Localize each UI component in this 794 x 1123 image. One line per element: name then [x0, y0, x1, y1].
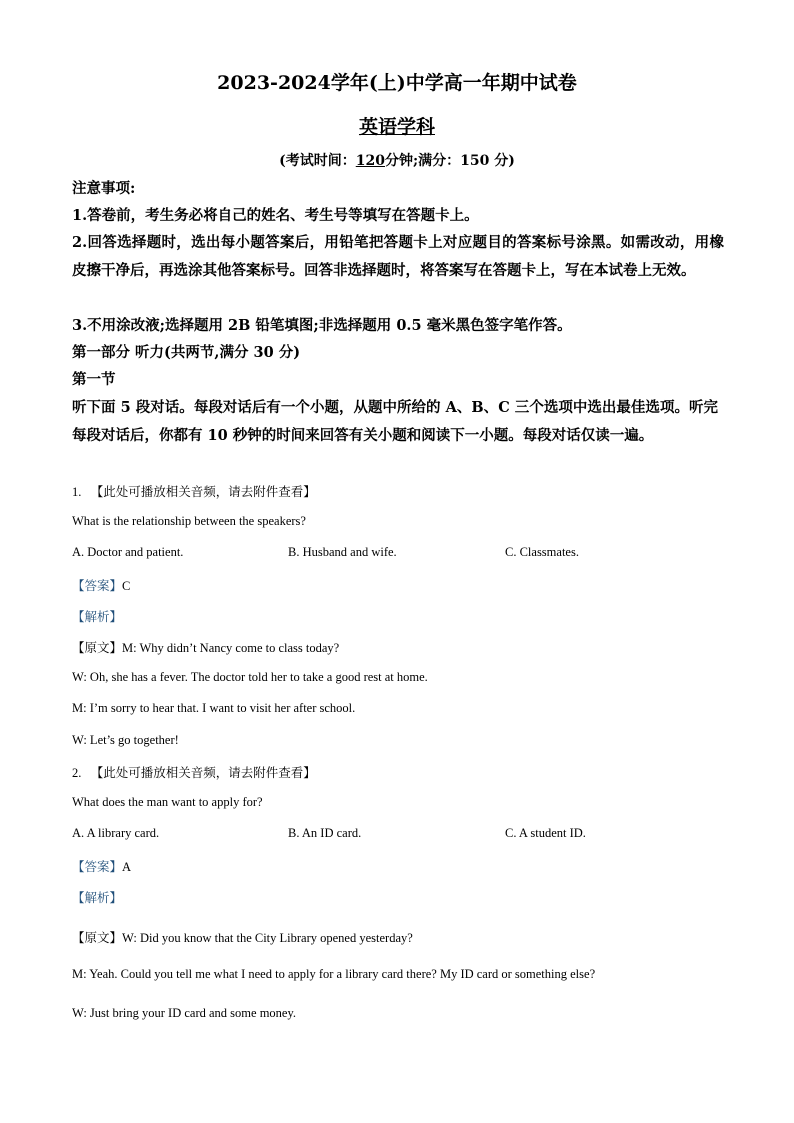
analysis-label: 【解析】	[72, 890, 123, 905]
q1-transcript-line-4: W: Let’s go together!	[72, 733, 179, 747]
q1-audio-line: 1. 【此处可播放相关音频，请去附件查看】	[72, 484, 316, 499]
q1-transcript-line-2: W: Oh, she has a fever. The doctor told her to take a good rest at home.	[72, 670, 428, 684]
q2-option-a: A. A library card.	[72, 826, 160, 840]
q1-transcript-line-1: 【原文】M: Why didn’t Nancy come to class today?	[72, 640, 340, 655]
q2-option-b: B. An ID card.	[288, 826, 362, 840]
notes-heading: 注意事项:	[72, 180, 136, 197]
part1-heading: 第一部分 听力(共两节,满分 30 分)	[72, 344, 301, 361]
q2-audio-line: 2. 【此处可播放相关音频，请去附件查看】	[72, 765, 316, 780]
q1-option-c: C. Classmates.	[505, 545, 579, 559]
exam-title: 2023-2024学年(上)中学高一年期中试卷	[217, 72, 577, 94]
q2-answer-value: A	[122, 860, 132, 874]
q1-question: What is the relationship between the speakers?	[72, 514, 306, 528]
answer-label: 【答案】	[72, 578, 123, 593]
section1-heading: 第一节	[72, 371, 116, 388]
answer-label: 【答案】	[72, 859, 123, 874]
q2-answer-line	[72, 857, 732, 875]
subject-title: 英语学科	[358, 116, 435, 138]
q1-option-b: B. Husband and wife.	[288, 545, 397, 559]
note-item-2: 2.回答选择题时，选出每小题答案后，用铅笔把答题卡上对应题目的答案标号涂黑。如需改动，用橡皮擦干净后，再选涂其他答案标号。回答非选择题时，将答案写在答题卡上，写在本试卷上无效。	[72, 234, 724, 279]
q1-analysis-line	[72, 607, 732, 625]
q1-answer-value: C	[122, 579, 131, 593]
q2-transcript-line-2: M: Yeah. Could you tell me what I need to apply for a library card there? My ID card or something else?	[72, 967, 596, 981]
original-label: 【原文】	[72, 930, 123, 945]
q2-audio-placeholder: 【此处可播放相关音频，请去附件查看】	[90, 765, 316, 780]
q2-transcript-line-1: 【原文】W: Did you know that the City Library opened yesterday?	[72, 930, 413, 945]
note-item-1: 1.答卷前，考生务必将自己的姓名、考生号等填写在答题卡上。	[72, 207, 479, 224]
q1-answer-line	[72, 576, 732, 594]
q1-transcript-line-3: M: I’m sorry to hear that. I want to visit her after school.	[72, 701, 356, 715]
q2-option-c: C. A student ID.	[505, 826, 586, 840]
exam-time-line: (考试时间：120分钟;满分：150 分)	[279, 153, 515, 169]
note-item-3: 3.不用涂改液;选择题用 2B 铅笔填图;非选择题用 0.5 毫米黑色签字笔作答。	[72, 317, 572, 334]
q2-analysis-line	[72, 888, 732, 906]
q1-audio-placeholder: 【此处可播放相关音频，请去附件查看】	[90, 484, 316, 499]
q2-question: What does the man want to apply for?	[72, 795, 263, 809]
q2-transcript-line-3: W: Just bring your ID card and some money.	[72, 1006, 297, 1020]
analysis-label: 【解析】	[72, 609, 123, 624]
section1-instructions: 听下面 5 段对话。每段对话后有一个小题，从题中所给的 A、B、C 三个选项中选出最佳选项。听完每段对话后，你都有 10 秒钟的时间来回答有关小题和阅读下一小题。每段对话仅读一遍。	[72, 399, 718, 444]
original-label: 【原文】	[72, 640, 123, 655]
q1-option-a: A. Doctor and patient.	[72, 545, 184, 559]
